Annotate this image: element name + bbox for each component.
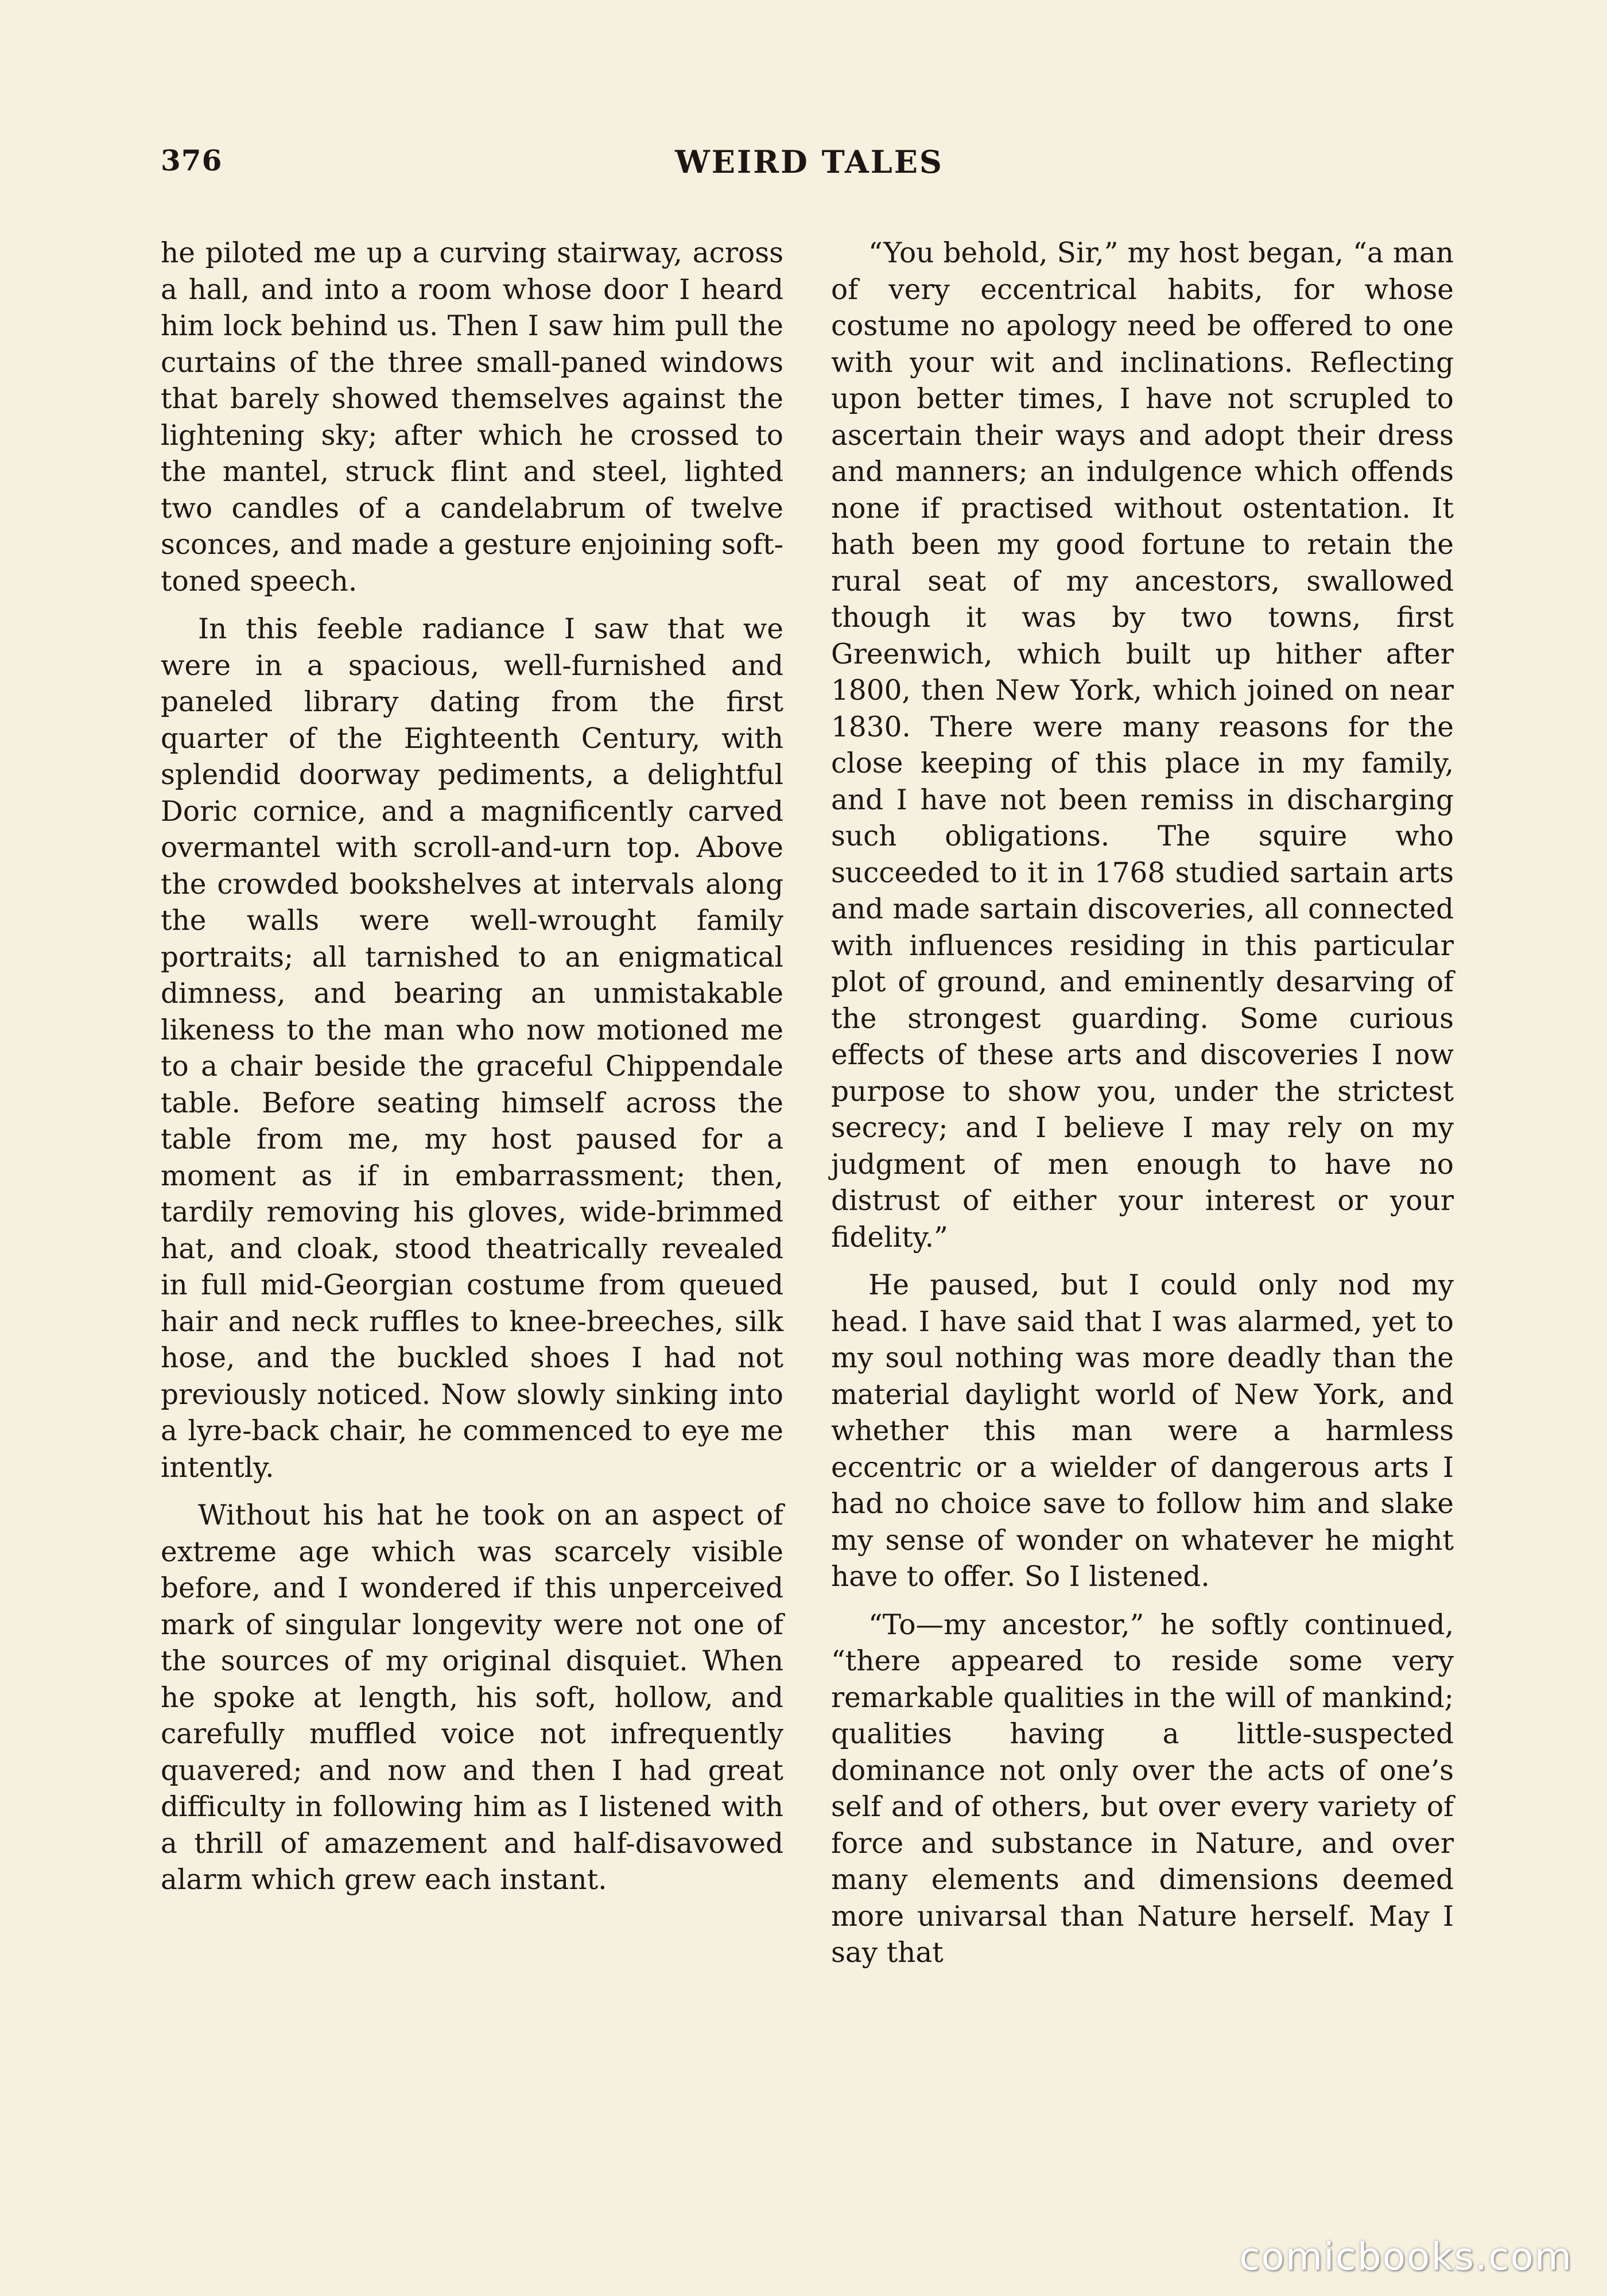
paragraph: He paused, but I could only nod my head. I have said that I was alarmed, yet to my soul nothing was more deadly than the material daylight world of New York, and whether this man were a harmless eccentric or a wielder of dangerous arts I had no choice save to follow him and slake my sense of wonder on whatever he might have to offer. So I listened. (831, 1269, 1454, 1593)
paragraph: “To—my ancestor,” he softly continued, “there appeared to reside some very remarkable qualities in the will of mankind; qualities having a little-suspected dominance not only over the acts of one’s self and of others, but over every variety of force and substance in Nature, and over many elements and dimensions deemed more univarsal than Nature herself. May I say that (831, 1608, 1454, 1969)
paragraph: Without his hat he took on an aspect of extreme age which was scarcely visible before, and I wondered if this unperceived mark of singular longevity were not one of the sources of my original disquiet. When he spoke at length, his soft, hollow, and carefully muffled voice not infrequently quavered; and now and then I had great difficulty in following him as I listened with a thrill of amazement and half-disavowed alarm which grew each instant. (161, 1499, 783, 1896)
paragraph: he piloted me up a curving stairway, across a hall, and into a room whose door I heard him lock behind us. Then I saw him pull the curtains of the three small-paned windows that barely showed themselves against the lightening sky; after which he crossed to the mantel, struck flint and steel, lighted two candles of a candelabrum of twelve sconces, and made a gesture enjoining soft-toned speech. (161, 237, 783, 598)
watermark: comicbooks.com (1239, 2235, 1573, 2279)
paragraph: “You behold, Sir,” my host began, “a man of very eccentrical habits, for whose costume no apology need be offered to one with your wit and inclinations. Reflecting upon better times, I have not scrupled to ascertain their ways and adopt their dress and manners; an indulgence which offends none if practised without ostentation. It hath been my good fortune to retain the rural seat of my ancestors, swallowed though it was by two towns, first Greenwich, which built up hither after 1800, then New York, which joined on near 1830. There were many reasons for the close keeping of this place in my family, and I have not been remiss in discharging such obligations. The squire who succeeded to it in 1768 studied sartain arts and made sartain discoveries, all connected with influences residing in this particular plot of ground, and eminently desarving of the strongest guarding. Some curious effects of these arts and discoveries I now purpose to show you, under the strictest secrecy; and I believe I may rely on my judgment of men enough to have no distrust of either your interest or your fidelity.” (831, 237, 1454, 1254)
left-column (161, 235, 783, 1910)
page-number: 376 (161, 144, 223, 177)
running-head: WEIRD TALES (675, 144, 944, 180)
paragraph: In this feeble radiance I saw that we were in a spacious, well-furnished and paneled library dating from the first quarter of the Eighteenth Century, with splendid doorway pediments, a delightful Doric cornice, and a magnificently carved overmantel with scroll-and-urn top. Above the crowded bookshelves at intervals along the walls were well-wrought family portraits; all tarnished to an enigmatical dimness, and bearing an unmistakable likeness to the man who now motioned me to a chair beside the graceful Chippendale table. Before seating himself across the table from me, my host paused for a moment as if in embarrassment; then, tardily removing his gloves, wide-brimmed hat, and cloak, stood theatrically revealed in full mid-Georgian costume from queued hair and neck ruffles to knee-breeches, silk hose, and the buckled shoes I had not previously noticed. Now slowly sinking into a lyre-back chair, he commenced to eye me intently. (161, 613, 783, 1484)
page-header (161, 144, 1458, 195)
right-column (831, 235, 1454, 1983)
